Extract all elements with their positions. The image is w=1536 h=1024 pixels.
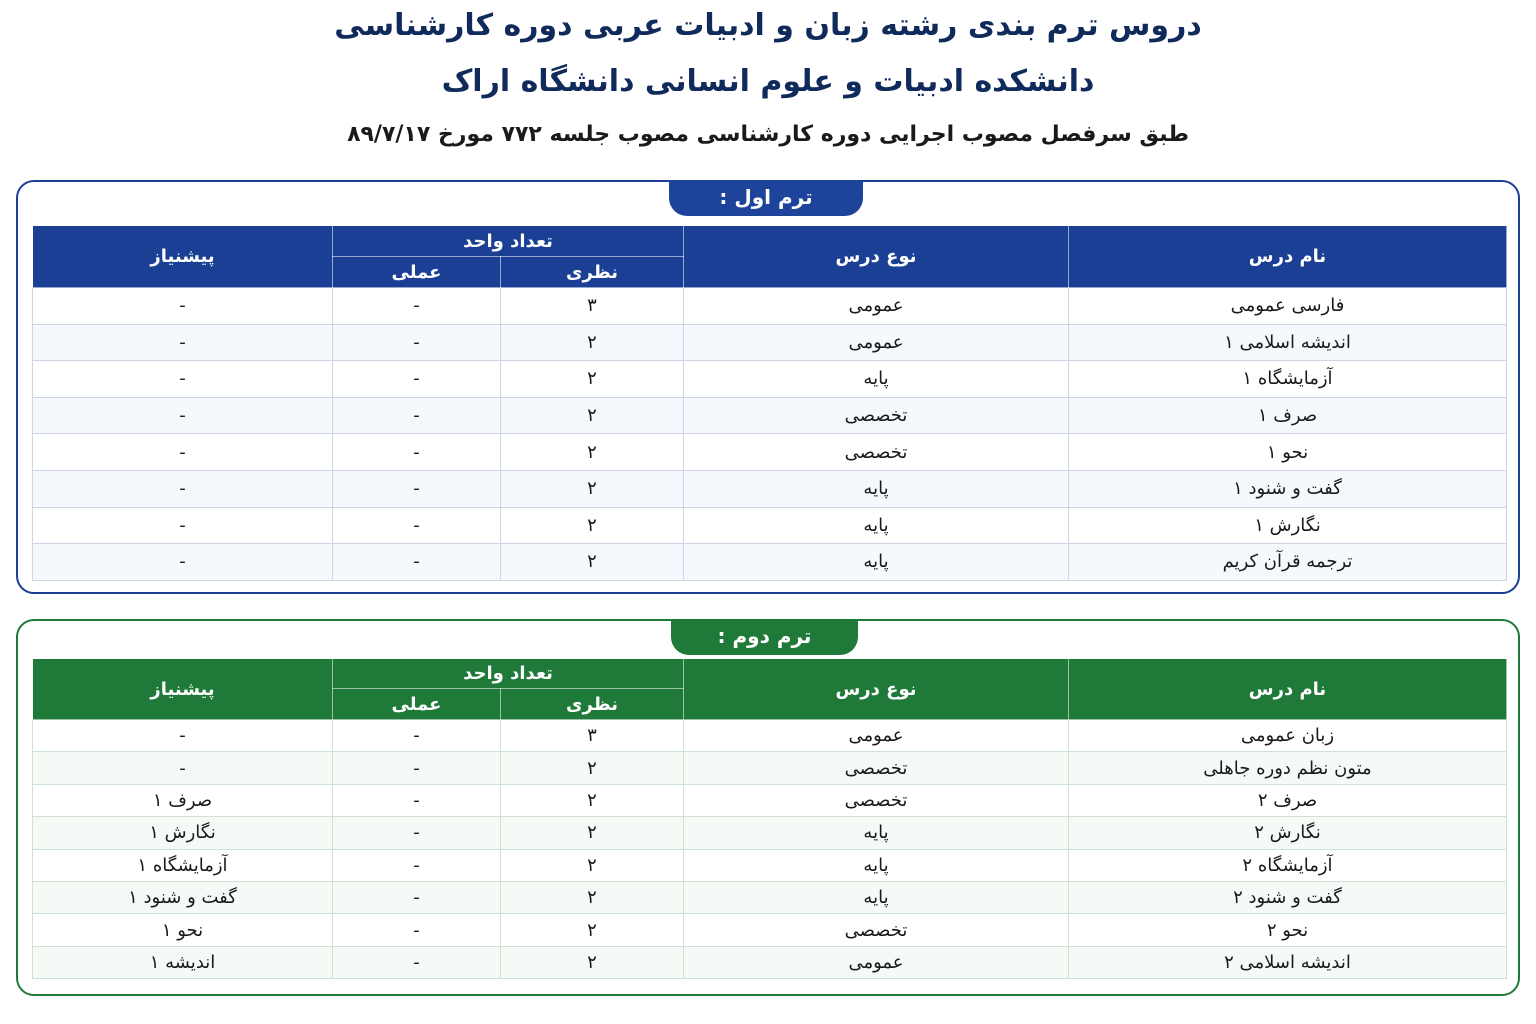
theory-units: ۲ — [501, 914, 684, 946]
approval-subtitle: طبق سرفصل مصوب اجرایی دوره کارشناسی مصوب جلسه ۷۷۲ مورخ ۸۹/۷/۱۷ — [347, 122, 1189, 147]
prerequisite: صرف ۱ — [33, 784, 333, 816]
practical-units: - — [333, 817, 501, 849]
table-row — [33, 784, 1507, 816]
header-course-name: نام درس — [1069, 659, 1507, 720]
course-type: تخصصی — [684, 784, 1069, 816]
table-row — [33, 324, 1507, 361]
term2-panel — [16, 619, 1520, 996]
course-type: پایه — [684, 544, 1069, 581]
prerequisite: - — [33, 544, 333, 581]
term1-panel — [16, 180, 1520, 594]
course-name: اندیشه اسلامی ۱ — [1069, 324, 1507, 361]
table-row — [33, 288, 1507, 325]
prerequisite: گفت و شنود ۱ — [33, 881, 333, 913]
prerequisite: - — [33, 470, 333, 507]
practical-units: - — [333, 752, 501, 784]
theory-units: ۲ — [501, 881, 684, 913]
course-type: پایه — [684, 507, 1069, 544]
practical-units: - — [333, 324, 501, 361]
table-row — [33, 946, 1507, 978]
course-type: پایه — [684, 470, 1069, 507]
course-type: عمومی — [684, 324, 1069, 361]
course-name: زبان عمومی — [1069, 720, 1507, 752]
table-row — [33, 361, 1507, 398]
practical-units: - — [333, 946, 501, 978]
course-type: عمومی — [684, 288, 1069, 325]
course-type: تخصصی — [684, 397, 1069, 434]
theory-units: ۲ — [501, 470, 684, 507]
theory-units: ۲ — [501, 507, 684, 544]
course-type: پایه — [684, 817, 1069, 849]
header-theory: نظری — [501, 689, 684, 720]
course-name: نگارش ۱ — [1069, 507, 1507, 544]
course-name: ترجمه قرآن کریم — [1069, 544, 1507, 581]
table-row — [33, 720, 1507, 752]
practical-units: - — [333, 507, 501, 544]
course-name: صرف ۲ — [1069, 784, 1507, 816]
theory-units: ۲ — [501, 784, 684, 816]
course-name: اندیشه اسلامی ۲ — [1069, 946, 1507, 978]
theory-units: ۲ — [501, 752, 684, 784]
theory-units: ۲ — [501, 434, 684, 471]
theory-units: ۲ — [501, 946, 684, 978]
prerequisite: - — [33, 507, 333, 544]
course-name: متون نظم دوره جاهلی — [1069, 752, 1507, 784]
prerequisite: - — [33, 361, 333, 398]
practical-units: - — [333, 881, 501, 913]
prerequisite: - — [33, 397, 333, 434]
prerequisite: - — [33, 434, 333, 471]
course-type: تخصصی — [684, 752, 1069, 784]
document-title: دروس ترم بندی رشته زبان و ادبیات عربی دوره کارشناسی — [334, 8, 1202, 43]
header-prerequisite: پیشنیاز — [33, 226, 333, 288]
table-row — [33, 849, 1507, 881]
theory-units: ۲ — [501, 361, 684, 398]
theory-units: ۳ — [501, 720, 684, 752]
table-row — [33, 397, 1507, 434]
theory-units: ۲ — [501, 397, 684, 434]
table-row — [33, 470, 1507, 507]
practical-units: - — [333, 720, 501, 752]
term1-label: ترم اول : — [669, 180, 863, 216]
header-practical: عملی — [333, 257, 501, 288]
course-name: آزمایشگاه ۱ — [1069, 361, 1507, 398]
practical-units: - — [333, 288, 501, 325]
header-practical: عملی — [333, 689, 501, 720]
practical-units: - — [333, 914, 501, 946]
practical-units: - — [333, 397, 501, 434]
practical-units: - — [333, 544, 501, 581]
course-name: آزمایشگاه ۲ — [1069, 849, 1507, 881]
prerequisite: اندیشه ۱ — [33, 946, 333, 978]
term1-table — [32, 225, 1507, 581]
table-row — [33, 817, 1507, 849]
prerequisite: آزمایشگاه ۱ — [33, 849, 333, 881]
header-prerequisite: پیشنیاز — [33, 659, 333, 720]
course-type: پایه — [684, 849, 1069, 881]
table-row — [33, 507, 1507, 544]
prerequisite: - — [33, 288, 333, 325]
practical-units: - — [333, 361, 501, 398]
course-name: نحو ۱ — [1069, 434, 1507, 471]
course-type: عمومی — [684, 720, 1069, 752]
table-row — [33, 544, 1507, 581]
course-type: تخصصی — [684, 434, 1069, 471]
term2-label: ترم دوم : — [671, 619, 858, 655]
practical-units: - — [333, 849, 501, 881]
course-name: نحو ۲ — [1069, 914, 1507, 946]
prerequisite: نحو ۱ — [33, 914, 333, 946]
theory-units: ۳ — [501, 288, 684, 325]
course-type: پایه — [684, 881, 1069, 913]
table-row — [33, 752, 1507, 784]
theory-units: ۲ — [501, 544, 684, 581]
prerequisite: - — [33, 324, 333, 361]
course-name: نگارش ۲ — [1069, 817, 1507, 849]
course-type: پایه — [684, 361, 1069, 398]
course-name: فارسی عمومی — [1069, 288, 1507, 325]
practical-units: - — [333, 784, 501, 816]
header-course-type: نوع درس — [684, 659, 1069, 720]
theory-units: ۲ — [501, 324, 684, 361]
header-units: تعداد واحد — [333, 226, 684, 257]
prerequisite: - — [33, 752, 333, 784]
faculty-title: دانشکده ادبیات و علوم انسانی دانشگاه اراک — [441, 64, 1095, 99]
header-units: تعداد واحد — [333, 659, 684, 689]
table-row — [33, 914, 1507, 946]
header-course-type: نوع درس — [684, 226, 1069, 288]
course-name: صرف ۱ — [1069, 397, 1507, 434]
prerequisite: - — [33, 720, 333, 752]
course-type: عمومی — [684, 946, 1069, 978]
table-row — [33, 881, 1507, 913]
table-row — [33, 434, 1507, 471]
theory-units: ۲ — [501, 817, 684, 849]
term2-table — [32, 658, 1507, 979]
header-course-name: نام درس — [1069, 226, 1507, 288]
course-name: گفت و شنود ۲ — [1069, 881, 1507, 913]
practical-units: - — [333, 434, 501, 471]
theory-units: ۲ — [501, 849, 684, 881]
course-type: تخصصی — [684, 914, 1069, 946]
prerequisite: نگارش ۱ — [33, 817, 333, 849]
practical-units: - — [333, 470, 501, 507]
header-theory: نظری — [501, 257, 684, 288]
course-name: گفت و شنود ۱ — [1069, 470, 1507, 507]
